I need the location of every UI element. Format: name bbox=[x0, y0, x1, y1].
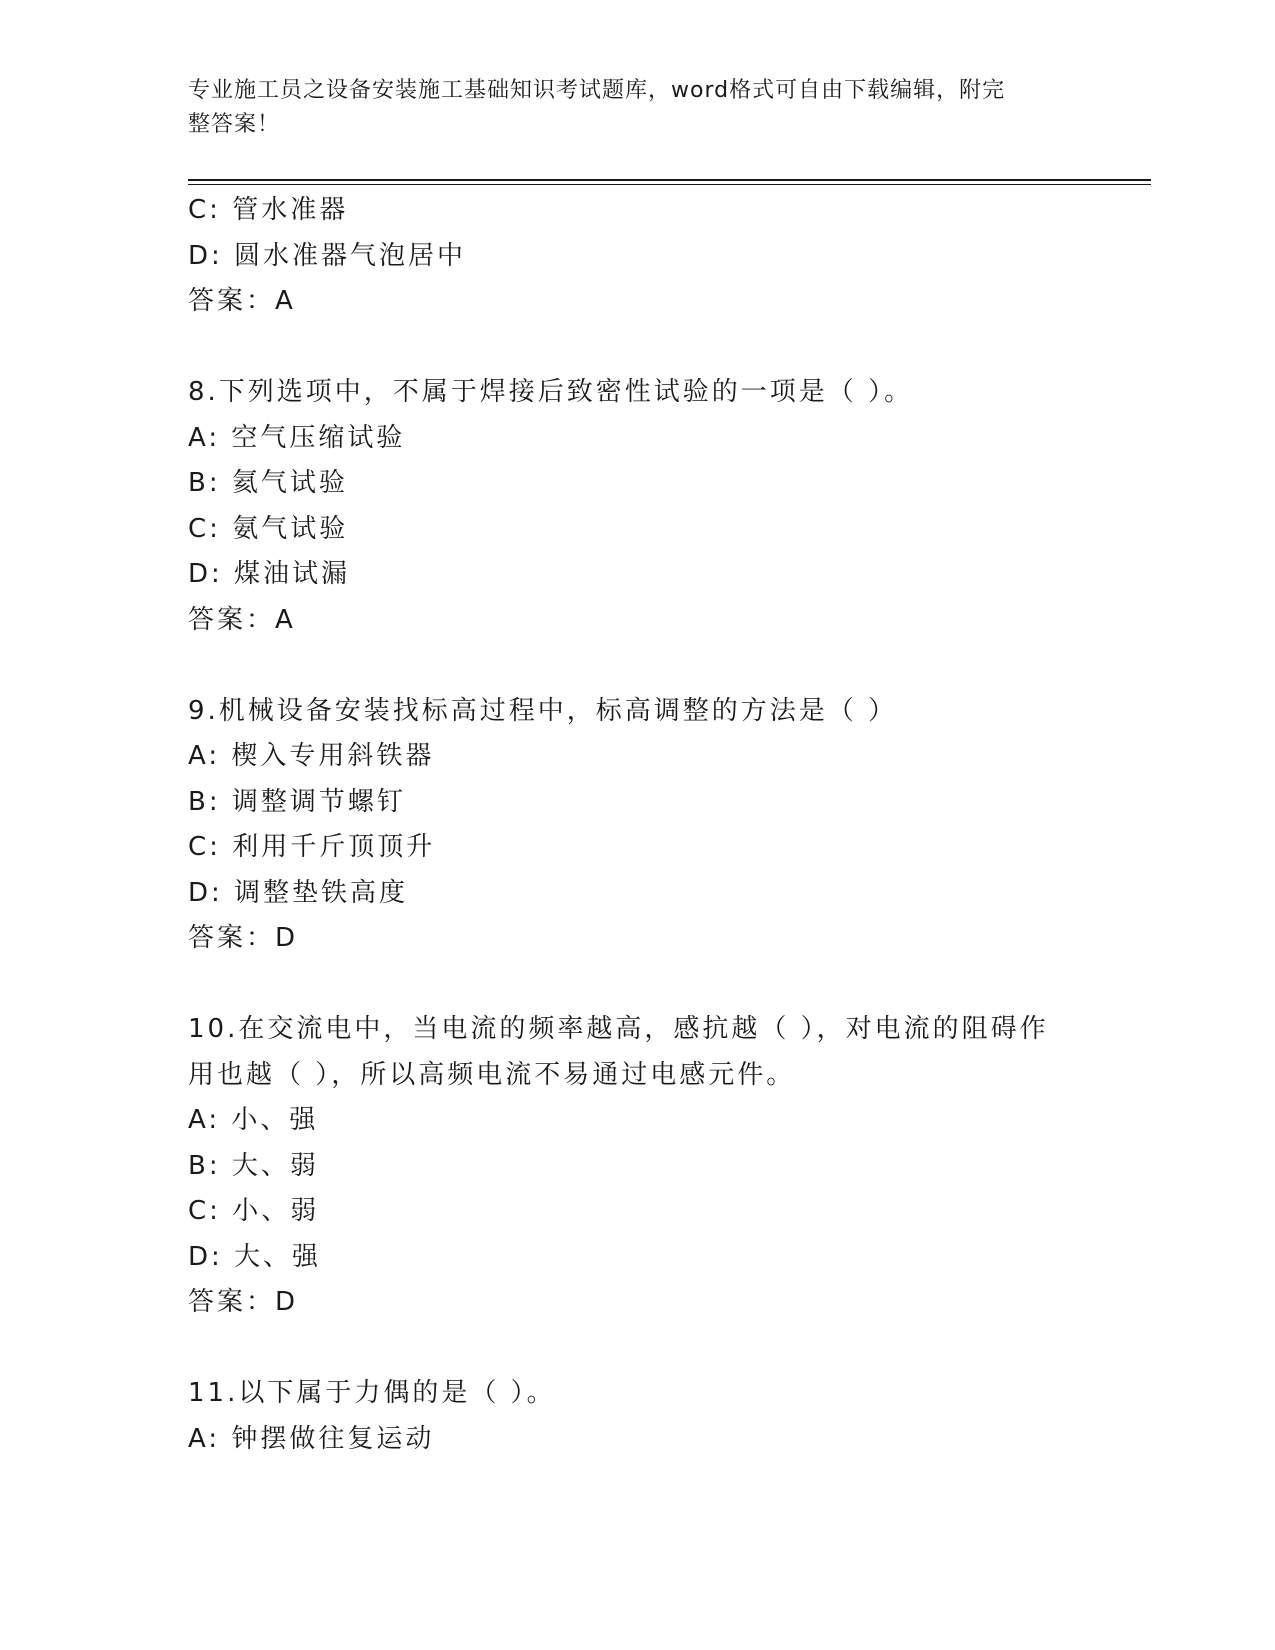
option-label: D: bbox=[188, 559, 223, 589]
option-label: A: bbox=[188, 1105, 221, 1135]
option-text: 楔入专用斜铁器 bbox=[231, 741, 435, 771]
option-text: 氦气试验 bbox=[231, 468, 348, 498]
option-d bbox=[188, 871, 1088, 917]
option-label: D: bbox=[188, 1241, 223, 1272]
header-divider-thin bbox=[188, 184, 1151, 185]
option-text: 调整调节螺钉 bbox=[231, 786, 406, 817]
option-d bbox=[188, 234, 1088, 280]
option-text: 大、弱 bbox=[231, 1150, 319, 1181]
option-text: 煤油试漏 bbox=[234, 559, 351, 589]
option-c bbox=[188, 188, 1088, 234]
question-9 bbox=[188, 689, 1088, 962]
spacer bbox=[188, 962, 1088, 1008]
option-b bbox=[188, 780, 1088, 826]
option-d bbox=[188, 552, 1088, 598]
question-list bbox=[188, 188, 1088, 1462]
option-c bbox=[188, 507, 1088, 553]
question-7-continued bbox=[188, 188, 1088, 325]
option-label: D: bbox=[188, 877, 223, 908]
option-c bbox=[188, 825, 1088, 871]
question-stem: 8.下列选项中，不属于焊接后致密性试验的一项是（ ）。 bbox=[188, 377, 914, 407]
option-d bbox=[188, 1235, 1088, 1281]
option-text: 钟摆做往复运动 bbox=[231, 1423, 435, 1454]
question-stem: 9.机械设备安装找标高过程中，标高调整的方法是（ ） bbox=[188, 695, 898, 726]
question-10 bbox=[188, 1007, 1088, 1326]
option-a bbox=[188, 734, 1088, 780]
question-stem: 11.以下属于力偶的是（ ）。 bbox=[188, 1378, 556, 1408]
option-b bbox=[188, 1144, 1088, 1190]
option-label: B: bbox=[188, 1150, 221, 1181]
option-label: D: bbox=[188, 240, 223, 271]
option-text: 大、强 bbox=[234, 1241, 322, 1272]
header-line-1: 专业施工员之设备安装施工基础知识考试题库，word格式可自由下载编辑，附完 bbox=[188, 78, 1006, 103]
answer-line: 答案：D bbox=[188, 923, 299, 953]
document-header bbox=[188, 74, 1068, 142]
option-text: 圆水准器气泡居中 bbox=[234, 240, 467, 271]
header-divider-thick bbox=[188, 179, 1151, 181]
option-text: 氨气试验 bbox=[232, 513, 349, 544]
answer-line: 答案：A bbox=[188, 604, 296, 635]
option-a bbox=[188, 1417, 1088, 1463]
spacer bbox=[188, 1326, 1088, 1372]
option-text: 管水准器 bbox=[232, 195, 349, 225]
answer-line: 答案：D bbox=[188, 1287, 299, 1317]
option-label: B: bbox=[188, 468, 221, 498]
option-text: 空气压缩试验 bbox=[231, 422, 406, 453]
spacer bbox=[188, 325, 1088, 371]
option-text: 调整垫铁高度 bbox=[234, 877, 409, 908]
question-stem: 10.在交流电中，当电流的频率越高，感抗越（ ），对电流的阻碍作 bbox=[188, 1014, 1049, 1044]
spacer bbox=[188, 643, 1088, 689]
option-label: B: bbox=[188, 786, 221, 817]
option-label: C: bbox=[188, 832, 221, 862]
option-text: 利用千斤顶顶升 bbox=[232, 832, 436, 862]
header-line-2: 整答案！ bbox=[188, 112, 281, 137]
answer-line: 答案：A bbox=[188, 286, 296, 316]
option-c bbox=[188, 1189, 1088, 1235]
question-8 bbox=[188, 370, 1088, 643]
option-text: 小、弱 bbox=[232, 1196, 320, 1226]
option-label: A: bbox=[188, 422, 221, 453]
option-a bbox=[188, 416, 1088, 462]
option-b bbox=[188, 461, 1088, 507]
question-11 bbox=[188, 1371, 1088, 1462]
option-label: A: bbox=[188, 1423, 221, 1454]
question-stem-continued: 用也越（ ），所以高频电流不易通过电感元件。 bbox=[188, 1059, 796, 1090]
option-label: C: bbox=[188, 1196, 221, 1226]
option-text: 小、强 bbox=[231, 1105, 319, 1135]
option-a bbox=[188, 1098, 1088, 1144]
option-label: C: bbox=[188, 513, 221, 544]
option-label: C: bbox=[188, 195, 221, 225]
option-label: A: bbox=[188, 741, 221, 771]
